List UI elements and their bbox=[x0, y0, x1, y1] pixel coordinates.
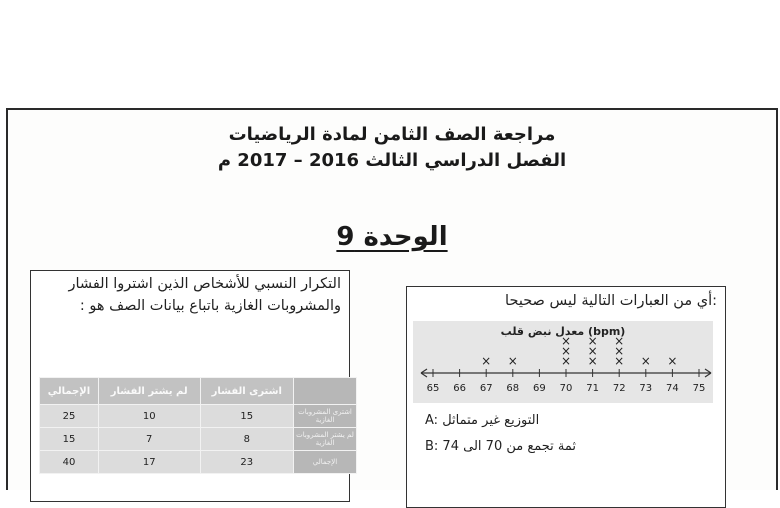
tick-label: 73 bbox=[639, 383, 653, 394]
table-cell: 15 bbox=[200, 405, 293, 428]
table-cell: 7 bbox=[98, 428, 200, 451]
title-line-2: الفصل الدراسي الثالث 2016 – 2017 م bbox=[217, 150, 567, 171]
table-row bbox=[40, 451, 357, 474]
table-header-row bbox=[40, 378, 357, 405]
table-header: اشترى الفشار bbox=[200, 378, 293, 405]
line-plot-panel bbox=[413, 321, 713, 403]
choice-b-text: ثمة تجمع من 70 الى bbox=[463, 439, 577, 454]
tick-label: 65 bbox=[426, 383, 440, 394]
worksheet bbox=[6, 108, 778, 490]
data-point-mark: × bbox=[640, 354, 651, 368]
choice-b-label: B: 74 bbox=[425, 439, 459, 454]
table-cell: 17 bbox=[98, 451, 200, 474]
table-cell: 40 bbox=[40, 451, 99, 474]
question-box-line-plot bbox=[406, 286, 726, 508]
question-box-frequency bbox=[30, 270, 354, 502]
tick-label: 68 bbox=[506, 383, 520, 394]
unit-heading bbox=[8, 222, 776, 252]
choice-b[interactable] bbox=[425, 439, 725, 454]
choice-a-text: التوزيع غير متماثل bbox=[442, 413, 540, 428]
data-point-mark: × bbox=[507, 354, 518, 368]
table-cell: 23 bbox=[200, 451, 293, 474]
table-header: الإجمالي bbox=[40, 378, 99, 405]
choice-a[interactable] bbox=[425, 413, 725, 428]
table-row bbox=[40, 428, 357, 451]
row-label: الإجمالي bbox=[294, 451, 357, 474]
table-corner-cell bbox=[294, 378, 357, 405]
table-cell: 25 bbox=[40, 405, 99, 428]
tick-label: 75 bbox=[692, 383, 706, 394]
question-text-frequency: التكرار النسبي للأشخاص الذين اشتروا الفشار والمشروبات الغازية باتباع بيانات الصف هو : bbox=[68, 276, 341, 314]
data-point-mark: × bbox=[560, 334, 572, 348]
tick-label: 71 bbox=[586, 383, 599, 394]
data-point-mark: × bbox=[560, 354, 572, 368]
data-point-mark: × bbox=[667, 354, 678, 368]
tick-label: 72 bbox=[612, 383, 626, 394]
data-point-mark: × bbox=[614, 334, 625, 348]
data-point-mark: × bbox=[614, 344, 625, 358]
row-label: لم يشتر المشروبات الغازية bbox=[294, 428, 357, 451]
line-plot-chart bbox=[413, 321, 713, 403]
tick-label: 67 bbox=[479, 383, 493, 394]
two-way-table bbox=[39, 377, 357, 474]
data-point-mark: × bbox=[587, 354, 598, 368]
table-row bbox=[40, 405, 357, 428]
table-cell: 10 bbox=[98, 405, 200, 428]
chart-title: معدل نبض قلب (bpm) bbox=[500, 325, 626, 338]
tick-label: 69 bbox=[533, 383, 546, 394]
tick-label: 74 bbox=[666, 383, 679, 394]
data-point-mark: × bbox=[481, 354, 492, 368]
data-point-mark: × bbox=[587, 344, 598, 358]
tick-label: 70 bbox=[559, 383, 573, 394]
title-line-1: مراجعة الصف الثامن لمادة الرياضيات bbox=[228, 124, 556, 145]
table-cell: 8 bbox=[200, 428, 293, 451]
unit-heading-text: الوحدة 9 bbox=[336, 222, 448, 252]
data-point-mark: × bbox=[587, 334, 598, 348]
question-text-line-plot: :أي من العبارات التالية ليس صحيحا bbox=[505, 293, 717, 309]
choice-a-label: A: bbox=[425, 413, 439, 428]
table-header: لم يشتر الفشار bbox=[98, 378, 200, 405]
table-cell: 15 bbox=[40, 428, 99, 451]
data-point-mark: × bbox=[560, 344, 572, 358]
data-point-mark: × bbox=[614, 354, 625, 368]
row-label: اشترى المشروبات الغازية bbox=[294, 405, 357, 428]
tick-label: 66 bbox=[453, 383, 466, 394]
